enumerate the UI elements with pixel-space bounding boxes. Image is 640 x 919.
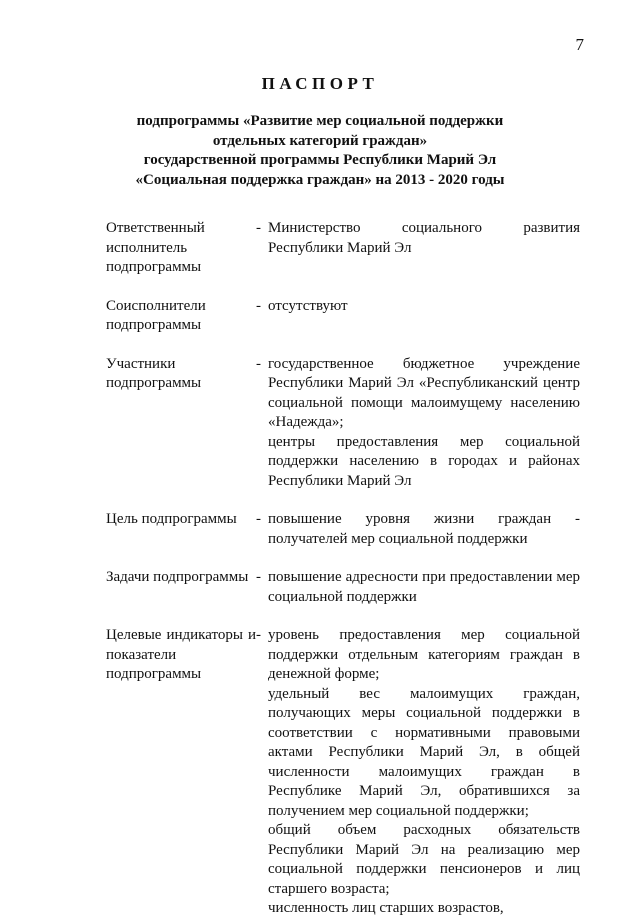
row-participants: [106, 355, 580, 492]
value-paragraph: общий объем расходных обязательств Республики Марий Эл на реализацию мер социальной поддержки пенсионеров и лиц старшего возраста;: [268, 822, 580, 897]
row-value: [268, 626, 580, 919]
value-paragraph: уровень предоставления мер социальной поддержки отдельным категориям граждан в денежной форме;: [268, 627, 580, 682]
row-responsible-executor: [106, 219, 580, 278]
value-paragraph: отсутствуют: [268, 297, 348, 314]
row-goal: [106, 510, 580, 549]
row-label: Задачи подпрограммы: [106, 569, 249, 585]
row-label: Цель подпрограммы: [106, 511, 237, 527]
value-paragraph: численность лиц старших возрастов,: [268, 900, 504, 916]
row-value: [268, 355, 580, 492]
value-paragraph: центры предоставления мер социальной поддержки населению в городах и районах Республики Марий Эл: [268, 433, 580, 489]
row-value: [268, 297, 580, 317]
document-header: [0, 74, 640, 190]
passport-table: [106, 219, 580, 919]
row-tasks: [106, 568, 580, 607]
row-label: Участники подпрограммы: [106, 355, 202, 391]
subtitle-line: «Социальная поддержка граждан» на 2013 - 2020 годы: [135, 171, 505, 188]
value-paragraph: государственное бюджетное учреждение Республики Марий Эл «Республиканский центр социальной помощи малоимущему населению «Надежда»;: [268, 355, 580, 430]
value-paragraph: Министерство социального развития Республики Марий Эл: [268, 220, 580, 256]
dash-separator: -: [256, 627, 261, 643]
subtitle-line: подпрограммы «Развитие мер социальной поддержки: [136, 113, 504, 129]
subtitle-line: отдельных категорий граждан»: [212, 132, 428, 149]
dash-separator: -: [256, 569, 261, 585]
document-title: ПАСПОРТ: [261, 74, 379, 93]
value-paragraph: повышение адресности при предоставлении мер социальной поддержки: [268, 569, 580, 605]
value-paragraph: удельный вес малоимущих граждан, получающих меры социальной поддержки в соответствии с нормативными правовыми актами Республики Марий Эл, в общей численности малоимущих граждан в Республике Марий Эл, обратившихся за получением мер социальной поддержки;: [268, 685, 580, 819]
dash-separator: -: [256, 511, 261, 527]
dash-separator: -: [256, 297, 261, 314]
value-paragraph: повышение уровня жизни граждан - получателей мер социальной поддержки: [268, 511, 580, 547]
row-target-indicators: [106, 626, 580, 919]
page-number: 7: [575, 35, 584, 54]
dash-separator: -: [256, 355, 261, 372]
row-co-executors: [106, 297, 580, 336]
subtitle-line: государственной программы Республики Марий Эл: [143, 152, 497, 168]
row-label: Целевые индикаторы и показатели подпрограммы: [106, 627, 256, 682]
dash-separator: -: [256, 220, 261, 236]
row-value: [268, 510, 580, 549]
row-label: Соисполнители подпрограммы: [106, 297, 206, 333]
row-label: Ответственный исполнитель подпрограммы: [106, 220, 205, 275]
row-value: [268, 219, 580, 258]
row-value: [268, 568, 580, 607]
